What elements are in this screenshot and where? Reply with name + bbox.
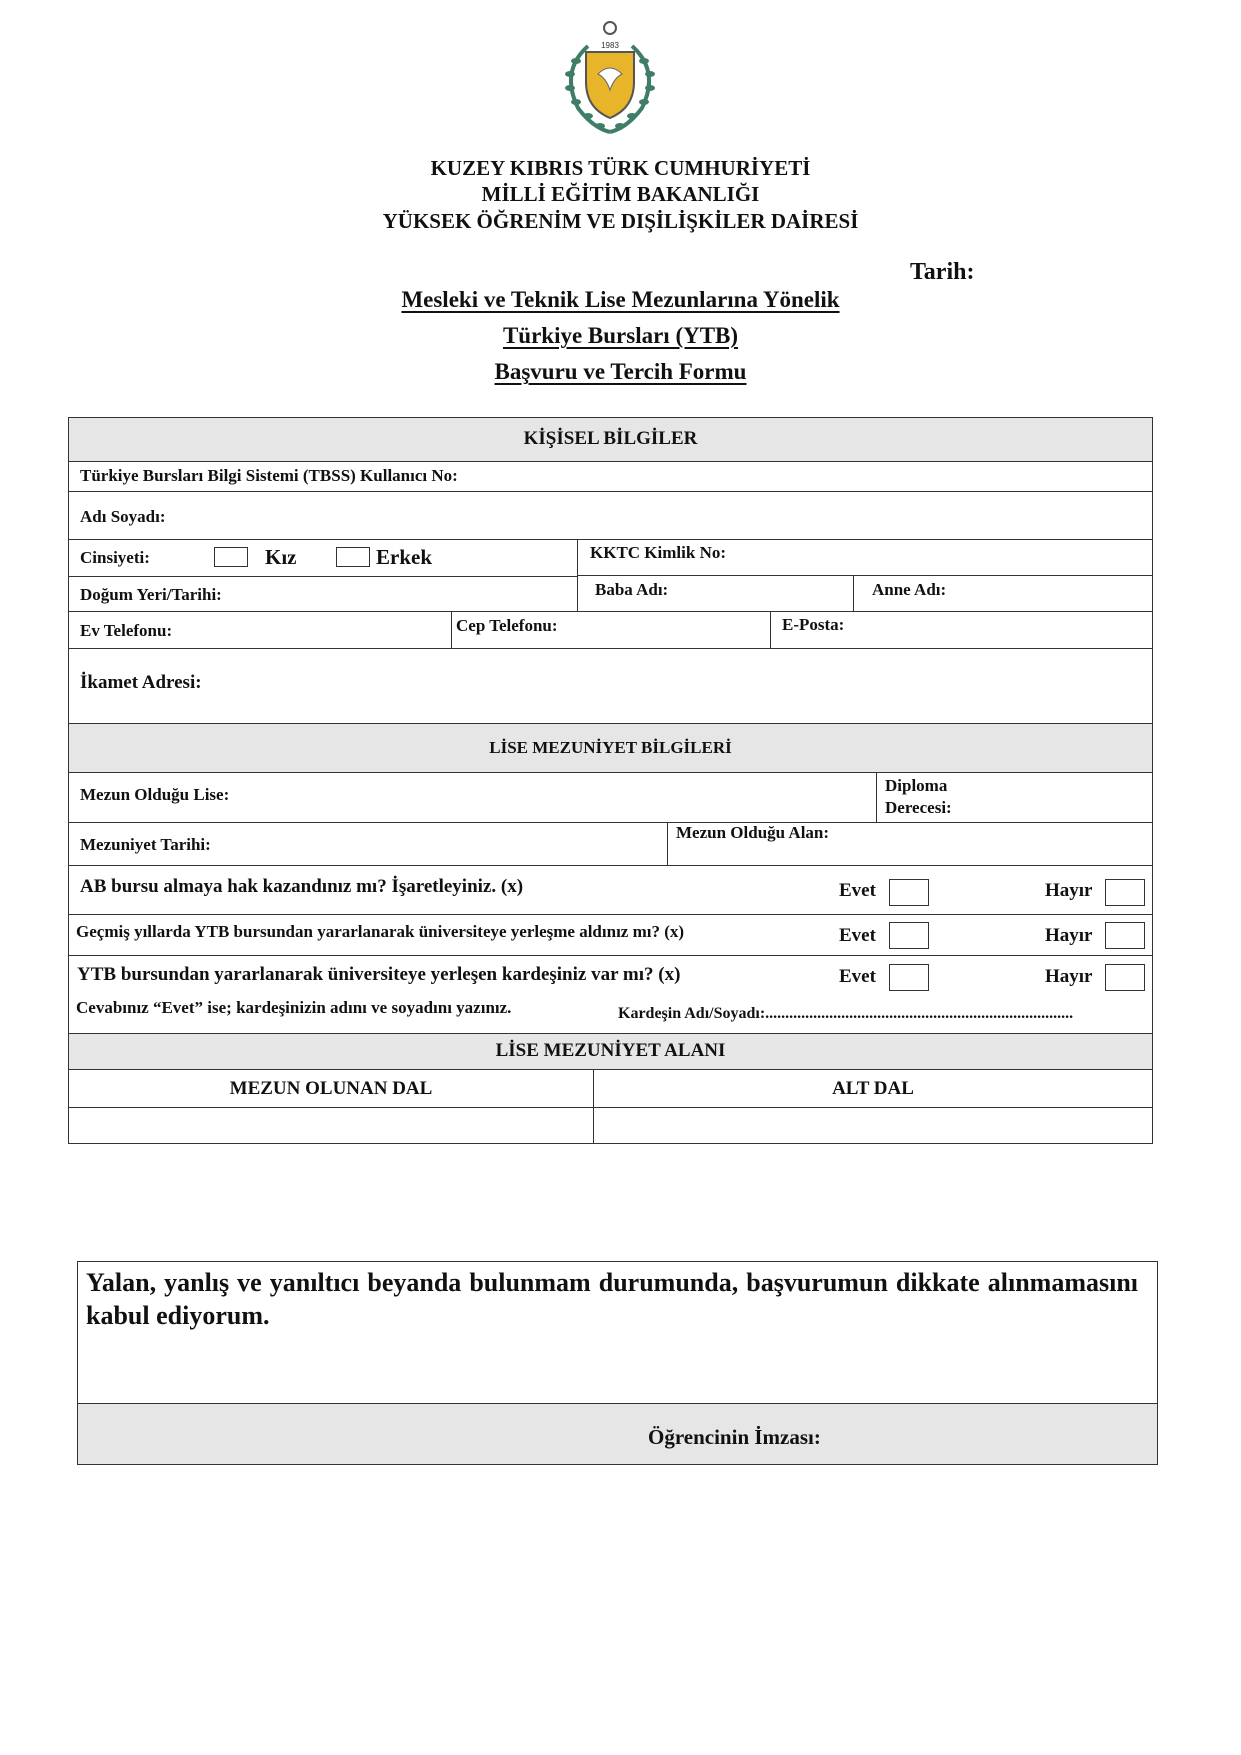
branch-col-sub: ALT DAL [832, 1078, 914, 1099]
graduated-school-field[interactable]: Mezun Olduğu Lise: [80, 785, 230, 804]
q2-yes-checkbox[interactable] [889, 922, 929, 949]
tbss-user-no-field[interactable]: Türkiye Bursları Bilgi Sistemi (TBSS) Kullanıcı No: [80, 466, 458, 485]
header-line-republic: KUZEY KIBRIS TÜRK CUMHURİYETİ [430, 156, 811, 180]
sibling-note: Cevabınız “Evet” ise; kardeşinizin adını ve soyadını yazınız. [76, 998, 512, 1017]
q2-no-checkbox[interactable] [1105, 922, 1145, 949]
graduation-date-field[interactable]: Mezuniyet Tarihi: [80, 835, 211, 854]
q1-no-label: Hayır [1045, 880, 1093, 901]
ab-scholarship-question: AB bursu almaya hak kazandınız mı? İşaretleyiniz. (x) [80, 876, 524, 897]
sibling-name-field[interactable]: Kardeşin Adı/Soyadı:............................................................................. [618, 1005, 1074, 1022]
gender-male-checkbox[interactable] [336, 547, 370, 567]
diploma-grade-field[interactable]: Derecesi: [885, 798, 952, 817]
previous-ytb-question: Geçmiş yıllarda YTB bursundan yararlanarak üniversiteye yerleşme aldınız mı? (x) [76, 922, 685, 941]
mobile-phone-field[interactable]: Cep Telefonu: [456, 616, 558, 635]
header-line-department: YÜKSEK ÖĞRENİM VE DIŞİLİŞKİLER DAİRESİ [382, 209, 859, 233]
residence-address-field[interactable]: İkamet Adresi: [80, 672, 202, 693]
mother-name-field[interactable]: Anne Adı: [872, 580, 947, 599]
sub-branch-input[interactable] [595, 1109, 1151, 1142]
branch-section-heading: LİSE MEZUNİYET ALANI [495, 1040, 726, 1061]
q1-yes-label: Evet [839, 880, 876, 901]
svg-text:1983: 1983 [601, 41, 619, 50]
school-section-heading: LİSE MEZUNİYET BİLGİLERİ [489, 738, 732, 757]
declaration-text: Yalan, yanlış ve yanıltıcı beyanda bulunmam durumunda, başvurumun dikkate alınmamasını kabul ediyorum. [86, 1268, 1138, 1330]
gender-female-checkbox[interactable] [214, 547, 248, 567]
home-phone-field[interactable]: Ev Telefonu: [80, 621, 173, 640]
q2-yes-label: Evet [839, 925, 876, 946]
full-name-field[interactable]: Adı Soyadı: [80, 507, 166, 526]
graduated-field-field[interactable]: Mezun Olduğu Alan: [676, 823, 830, 842]
q3-yes-checkbox[interactable] [889, 964, 929, 991]
form-title-line1: Mesleki ve Teknik Lise Mezunlarına Yönelik [401, 287, 840, 312]
gender-label: Cinsiyeti: [80, 548, 150, 567]
header-line-ministry: MİLLİ EĞİTİM BAKANLIĞI [481, 182, 760, 206]
diploma-grade-label-line1: Diploma [885, 776, 948, 795]
birth-place-date-field[interactable]: Doğum Yeri/Tarihi: [80, 585, 222, 604]
signature-band [78, 1403, 1157, 1464]
date-label: Tarih: [910, 259, 975, 285]
q2-no-label: Hayır [1045, 925, 1093, 946]
email-field[interactable]: E-Posta: [782, 615, 845, 634]
q3-no-checkbox[interactable] [1105, 964, 1145, 991]
gender-female-label: Kız [265, 545, 297, 569]
sibling-ytb-question: YTB bursundan yararlanarak üniversiteye yerleşen kardeşiniz var mı? (x) [77, 964, 681, 985]
form-title-line3: Başvuru ve Tercih Formu [494, 359, 747, 384]
kktc-seal-logo [548, 16, 672, 140]
gender-male-label: Erkek [376, 545, 433, 569]
branch-col-graduated: MEZUN OLUNAN DAL [229, 1078, 433, 1099]
q3-yes-label: Evet [839, 966, 876, 987]
graduated-branch-input[interactable] [70, 1109, 592, 1142]
q3-no-label: Hayır [1045, 966, 1093, 987]
q1-yes-checkbox[interactable] [889, 879, 929, 906]
student-signature-field[interactable]: Öğrencinin İmzası: [648, 1425, 821, 1449]
q1-no-checkbox[interactable] [1105, 879, 1145, 906]
form-title-line2: Türkiye Bursları (YTB) [502, 323, 739, 348]
personal-section-heading: KİŞİSEL BİLGİLER [523, 428, 698, 449]
father-name-field[interactable]: Baba Adı: [595, 580, 669, 599]
kktc-id-field[interactable]: KKTC Kimlik No: [590, 543, 727, 562]
